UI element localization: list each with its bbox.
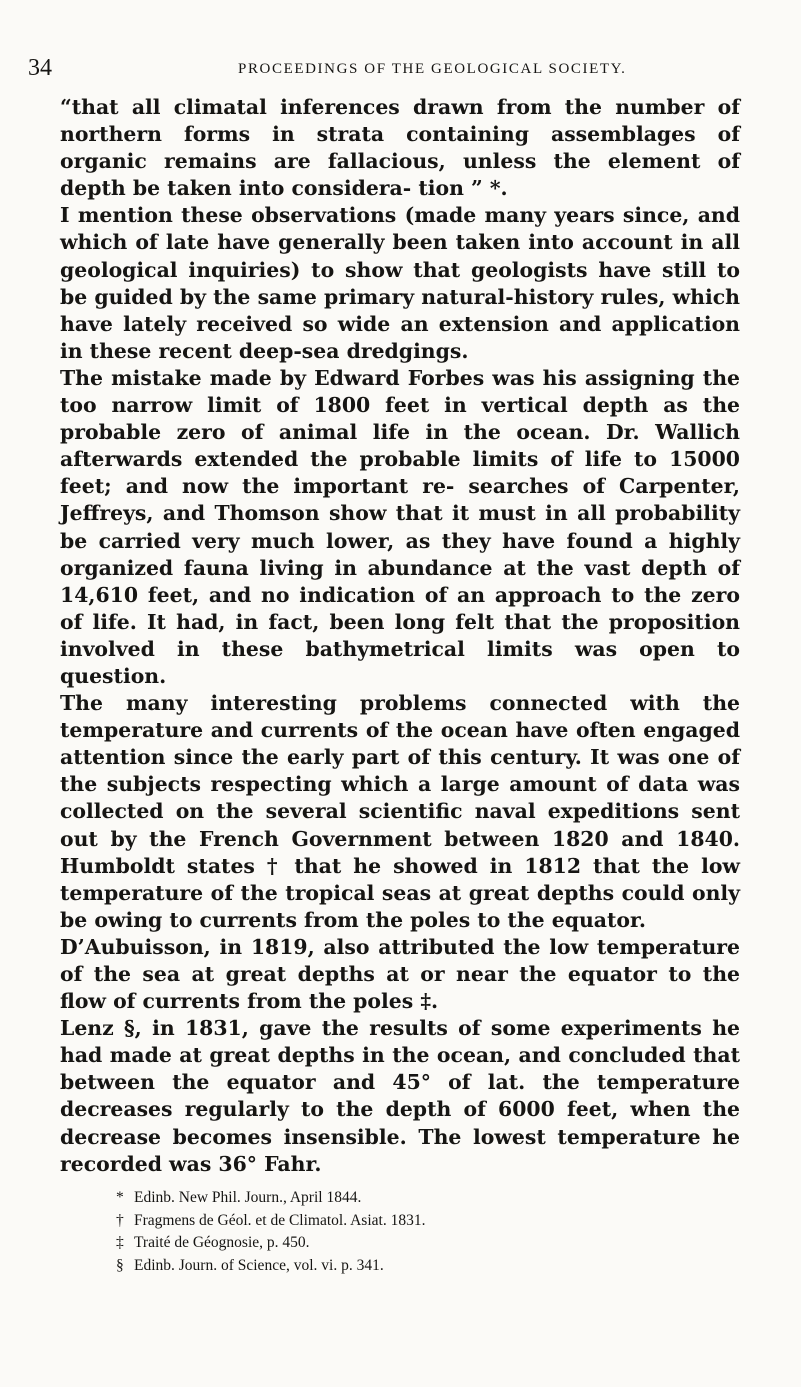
paragraph-daubuisson: D’Aubuisson, in 1819, also attributed the low temperature of the sea at great depths at or near the equator to the flow of currents from the poles ‡.: [60, 934, 740, 1014]
paragraph-observations: I mention these observations (made many years since, and which of late have generally been taken into account in all geological inquiries) to show that geologists have still to be guided by the same primary natural-history rules, which have lately received so wide an extension and application in these recent deep-sea dredgings.: [60, 203, 740, 363]
page-header: [28, 56, 735, 80]
footnotes: [116, 1187, 736, 1277]
paragraph-forbes-limit: The mistake made by Edward Forbes was his assigning the too narrow limit of 1800 feet in vertical depth as the probable zero of animal life in the ocean. Dr. Wallich afterwards extended the probable limits of life to 15000 feet; and now the important re- searches of Carpenter, Jeffreys, and Thomson show that it must in all probability be carried very much lower, as they have found a highly organized fauna living in abundance at the vast depth of 14,610 feet, and no indication of an approach to the zero of life. It had, in fact, been long felt that the proposition involved in these bathymetrical limits was open to question.: [60, 365, 740, 688]
footnote: [116, 1187, 736, 1210]
footnote-mark: †: [116, 1211, 124, 1229]
page-number: 34: [28, 55, 52, 81]
running-title: PROCEEDINGS OF THE GEOLOGICAL SOCIETY.: [238, 61, 627, 77]
paragraph-ocean-temperature: The many interesting problems connected with the temperature and currents of the ocean have often engaged attention since the early part of this century. It was one of the subjects respecting which a large amount of data was collected on the several scientific naval expeditions sent out by the French Government between 1820 and 1840. Humboldt states † that he showed in 1812 that the low temperature of the tropical seas at great depths could only be owing to currents from the poles to the equator.: [60, 691, 740, 932]
footnote-text: Edinb. Journ. of Science, vol. vi. p. 341.: [134, 1256, 384, 1274]
footnote: [116, 1232, 736, 1255]
footnote-mark: ‡: [116, 1234, 124, 1251]
footnote-text: Edinb. New Phil. Journ., April 1844.: [134, 1189, 362, 1206]
paragraph-quote-continuation: “that all climatal inferences drawn from the number of northern forms in strata containing assemblages of organic remains are fallacious, unless the element of depth be taken into considera- tion ” *.: [60, 95, 740, 201]
footnote-text: Fragmens de Géol. et de Climatol. Asiat. 1831.: [134, 1211, 426, 1229]
main-text: [60, 94, 740, 1178]
footnote-text: Traité de Géognosie, p. 450.: [134, 1234, 310, 1251]
paragraph-lenz: Lenz §, in 1831, gave the results of some experiments he had made at great depths in the ocean, and concluded that between the equator and 45° of lat. the temperature decreases regularly to the depth of 6000 feet, when the decrease becomes insensible. The lowest temperature he recorded was 36° Fahr.: [60, 1016, 740, 1176]
footnote: [116, 1255, 736, 1278]
footnote: [116, 1210, 736, 1233]
footnote-mark: *: [116, 1189, 124, 1206]
footnote-mark: §: [116, 1256, 124, 1274]
